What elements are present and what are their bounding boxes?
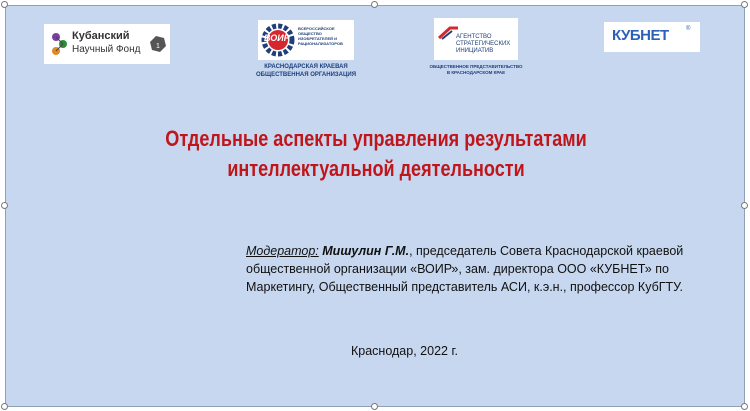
svg-text:1: 1 — [156, 43, 160, 50]
voir-logo — [258, 20, 354, 60]
kubnet-text: КУБНЕТ — [612, 27, 669, 44]
resize-handle-top-right[interactable] — [741, 1, 748, 8]
moderator-description: , председатель Совета Краснодарской краевой общественной организации «ВОИР», зам. директора ООО «КУБНЕТ» по Маркетингу, Общественный представитель АСИ, к.э.н., профессор КубГТУ. — [246, 244, 684, 294]
resize-handle-bottom-center[interactable] — [371, 403, 378, 410]
resize-handle-top-left[interactable] — [1, 1, 8, 8]
city-year: Краснодар, 2022 г. — [351, 344, 458, 358]
moderator-role: Модератор: — [246, 244, 319, 258]
registered-mark: ® — [686, 26, 691, 32]
voir-small-text: ВСЕРОССИЙСКОЕ ОБЩЕСТВО ИЗОБРЕТАТЕЛЕЙ И РАЦИОНАЛИЗАТОРОВ — [298, 26, 343, 46]
asi-line2: СТРАТЕГИЧЕСКИХ — [456, 41, 511, 47]
voir-badge: ВОИР — [264, 33, 290, 43]
voir-caption: КРАСНОДАРСКАЯ КРАЕВАЯ ОБЩЕСТВЕННАЯ ОРГАНИЗАЦИЯ — [255, 64, 357, 78]
asi-caption: ОБЩЕСТВЕННОЕ ПРЕДСТАВИТЕЛЬСТВО В КРАСНОДАРСКОМ КРАЕ — [429, 64, 523, 75]
kubnet-logo — [604, 22, 700, 52]
slide-title — [73, 124, 680, 184]
slide[interactable] — [5, 5, 745, 407]
resize-handle-bottom-right[interactable] — [741, 403, 748, 410]
kuban-map-icon — [148, 34, 168, 54]
asi-line3: ИНИЦИАТИВ — [456, 48, 494, 54]
resize-handle-bottom-left[interactable] — [1, 403, 8, 410]
title-line1: Отдельные аспекты управления результатами — [165, 126, 587, 151]
kuban-fund-line1: Кубанский — [72, 30, 130, 42]
kuban-science-fund-logo — [44, 24, 170, 64]
title-line2: интеллектуальной деятельности — [227, 156, 525, 181]
moderator-name: Мишулин Г.М. — [322, 244, 410, 258]
resize-handle-middle-left[interactable] — [1, 202, 8, 209]
asi-logo — [434, 18, 518, 60]
kuban-fund-line2: Научный Фонд — [72, 44, 141, 55]
asi-line1: АГЕНТСТВО — [456, 34, 492, 40]
kuban-fund-emblem-icon — [49, 31, 71, 57]
resize-handle-middle-right[interactable] — [741, 202, 748, 209]
resize-handle-top-center[interactable] — [371, 1, 378, 8]
moderator-text — [246, 242, 706, 296]
